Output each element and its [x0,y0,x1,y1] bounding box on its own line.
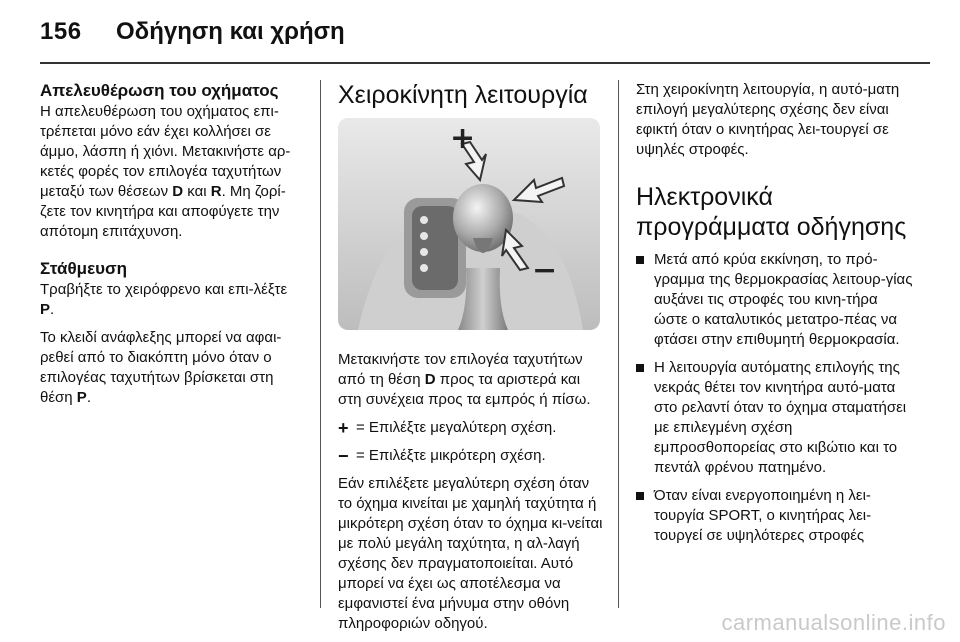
list-item-text: Όταν είναι ενεργοποιημένη η λει-τουργία SPORT, ο κινητήρας λει-τουργεί σε υψηλότερες στροφές [654,487,872,544]
gate-indicator [420,232,428,240]
manual-mode-paragraph-2: Εάν επιλέξετε μεγαλύτερη σχέση όταν το όχημα κινείται με χαμηλή ταχύτητα ή μικρότερη σχέση όταν το όχημα κι-νείται με πολύ μεγάλη ταχύτητα, η αλ-λαγή σχέσης δεν πραγματοποιείται. Αυτό μπορεί να έχει ως αποτέλεσμα να εμφανιστεί ένα μήνυμα στην οθόνη πληροφοριών οδηγού. [338,475,603,632]
section-vehicle-release [40,80,302,242]
parking-text: Το κλειδί ανάφλεξης μπορεί να αφαι-ρεθεί από το διακόπτη μόνο όταν ο επιλογέας ταχυτήτων βρίσκεται στη θέση [40,329,282,406]
parking-text: . [50,301,55,318]
parking-paragraph-2 [40,328,302,408]
section-heading-release: Απελευθέρωση του οχήματος [40,81,279,100]
gate-indicator [420,248,428,256]
page-number: 156 [40,18,82,45]
column-divider-2 [618,80,619,608]
watermark: carmanualsonline.info [721,610,946,635]
parking-text: . [86,389,91,406]
list-item [636,358,914,478]
plus-legend [338,418,606,438]
section-heading-manual-mode: Χειροκίνητη λειτουργία [338,81,588,109]
page-header [40,14,930,54]
column-2 [338,80,606,642]
gear-r-label: R [210,183,222,200]
gear-p-label: P [40,301,51,318]
gear-p-label: P [76,389,87,406]
section-parking [40,258,302,408]
gate-indicator [420,216,428,224]
gear-selector-illustration [338,118,600,330]
release-text: Η απελευθέρωση του οχήματος επι-τρέπεται μόνο εάν έχει κολλήσει σε άμμο, λάσπη ή χιόνι. Μετακινήστε αρ-κετές φορές τον επιλογέα ταχυτήτων μεταξύ των θέσεων [40,103,291,200]
release-text: και [183,183,211,200]
gate-indicator [420,264,428,272]
gear-d-label: D [424,371,436,388]
section-heading-parking: Στάθμευση [40,259,128,278]
plus-icon: + [338,418,349,438]
minus-legend [338,446,606,466]
column-3 [636,80,914,554]
driving-programs-list [636,250,914,546]
list-item-text: Μετά από κρύα εκκίνηση, το πρό-γραμμα της θερμοκρασίας λειτουρ-γίας αυξάνει τις στροφές του κινη-τήρα ώστε ο καταλυτικός μετατρο-πέας να φτάσει στην επιθυμητή θερμοκρασία. [654,251,913,348]
list-item [636,486,914,546]
figure-minus-label: − [532,253,558,288]
column-1 [40,80,302,424]
bullet-square-icon [636,256,644,264]
gear-selector-svg [338,118,600,330]
release-text: . Μη ζορί-ζετε τον κινητήρα και αποφύγετε την απότομη επιτάχυνση. [40,183,286,240]
manual-text: Μετακινήστε τον επιλογέα ταχυτήτων από τη θέση [338,351,583,388]
bullet-square-icon [636,492,644,500]
manual-mode-note: Στη χειροκίνητη λειτουργία, η αυτό-ματη επιλογή μεγαλύτερης σχέσης δεν είναι εφικτή όταν ο κινητήρας λει-τουργεί σε υψηλές στροφές. [636,81,900,158]
gear-d-label: D [172,183,184,200]
page-title: Οδήγηση και χρήση [116,18,345,45]
column-divider-1 [320,80,321,608]
manual-text: προς τα αριστερά και στη συνέχεια προς τα εμπρός ή πίσω. [338,371,591,408]
bullet-square-icon [636,364,644,372]
list-item-text: Η λειτουργία αυτόματης επιλογής της νεκράς θέτει τον κινητήρα αυτό-ματα στο ρελαντί όταν το όχημα σταματήσει με επιλεγμένη σχέση εμπροσθοπορείας στο κιβώτιο και το πεντάλ φρένου πατημένο. [654,359,907,476]
parking-paragraph-1 [40,280,302,320]
figure-plus-label: + [450,121,476,156]
manual-mode-paragraph-1 [338,350,606,410]
release-paragraph [40,102,302,242]
header-divider [40,62,930,64]
plus-legend-text: = Επιλέξτε μεγαλύτερη σχέση. [356,419,557,436]
parking-text: Τραβήξτε το χειρόφρενο και επι-λέξτε [40,281,288,298]
gear-gate [412,206,458,290]
section-heading-driving-programs: Ηλεκτρονικά προγράμματα οδήγησης [636,183,907,241]
minus-icon: − [338,446,349,466]
list-item [636,250,914,350]
minus-legend-text: = Επιλέξτε μικρότερη σχέση. [356,447,546,464]
